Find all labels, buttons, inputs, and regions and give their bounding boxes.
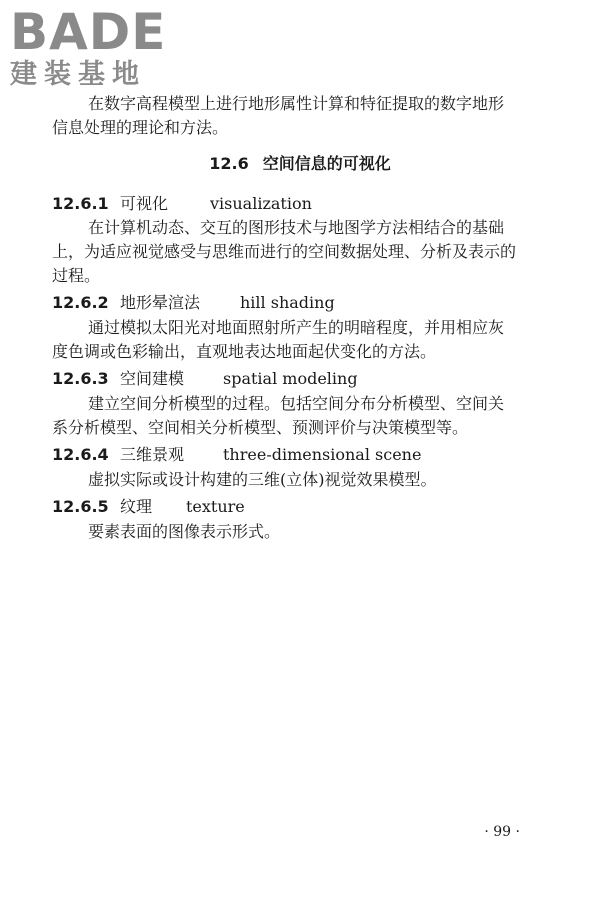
term-chinese: 三维景观 (120, 445, 185, 464)
term-heading (52, 291, 335, 315)
section-heading (0, 152, 600, 176)
term-number: 12.6.3 (52, 369, 109, 388)
term-english: spatial modeling (223, 369, 358, 388)
term-number: 12.6.2 (52, 293, 109, 312)
term-english: visualization (210, 194, 312, 213)
term-definition-line: 度色调或色彩输出，直观地表达地面起伏变化的方法。 (52, 342, 437, 361)
intro-line: 在数字高程模型上进行地形属性计算和特征提取的数字地形 (88, 94, 505, 113)
term-definition-line: 通过模拟太阳光对地面照射所产生的明暗程度，并用相应灰 (88, 318, 505, 337)
term-number: 12.6.5 (52, 497, 109, 516)
term-definition-line: 建立空间分析模型的过程。包括空间分布分析模型、空间关 (88, 394, 505, 413)
term-english: three-dimensional scene (223, 445, 422, 464)
intro-line: 信息处理的理论和方法。 (52, 118, 229, 137)
term-chinese: 地形晕渲法 (120, 293, 201, 312)
term-chinese: 可视化 (120, 194, 169, 213)
term-heading (52, 367, 358, 391)
term-definition-line: 过程。 (52, 266, 101, 285)
term-english: texture (186, 497, 245, 516)
page-number: · 99 · (484, 824, 520, 840)
term-definition-line: 在计算机动态、交互的图形技术与地图学方法相结合的基础 (88, 218, 505, 237)
term-definition-line: 系分析模型、空间相关分析模型、预测评价与决策模型等。 (52, 418, 469, 437)
section-title: 空间信息的可视化 (262, 154, 391, 173)
term-heading (52, 443, 421, 467)
term-chinese: 纹理 (120, 497, 153, 516)
bade-logo (6, 2, 176, 90)
term-definition-line: 上，为适应视觉感受与思维而进行的空间数据处理、分析及表示的 (52, 242, 517, 261)
logo-wordmark: BADE (10, 3, 167, 61)
section-number: 12.6 (209, 154, 249, 173)
term-definition-line: 要素表面的图像表示形式。 (88, 522, 281, 541)
term-heading (52, 495, 245, 519)
logo-chinese-name: 建装基地 (10, 59, 146, 90)
term-number: 12.6.4 (52, 445, 109, 464)
term-heading (52, 192, 312, 216)
term-number: 12.6.1 (52, 194, 109, 213)
term-english: hill shading (240, 293, 335, 312)
term-chinese: 空间建模 (120, 369, 185, 388)
term-definition-line: 虚拟实际或设计构建的三维(立体)视觉效果模型。 (88, 470, 437, 489)
